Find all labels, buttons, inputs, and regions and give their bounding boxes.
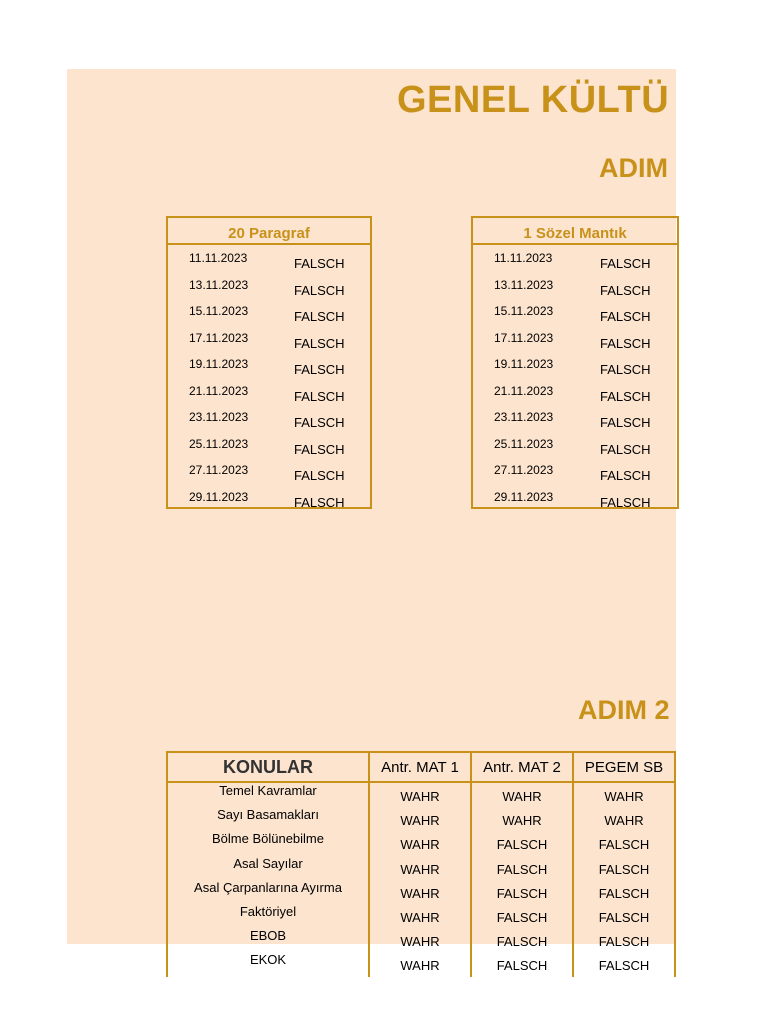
date-cell: 13.11.2023 <box>189 277 249 292</box>
value-cell: FALSCH <box>471 880 573 904</box>
list-item <box>168 404 370 431</box>
list-item <box>473 351 677 378</box>
date-cell: 17.11.2023 <box>494 330 554 345</box>
value-cell: WAHR <box>369 880 471 904</box>
list-item <box>168 351 370 378</box>
value-cell: FALSCH <box>294 415 345 430</box>
list-item <box>168 298 370 325</box>
date-cell: 29.11.2023 <box>189 489 249 504</box>
value-cell: WAHR <box>369 952 471 976</box>
list-item <box>168 245 370 272</box>
list-item <box>473 298 677 325</box>
spreadsheet-page <box>67 69 676 974</box>
list-item <box>473 378 677 405</box>
table-header-row <box>167 752 675 782</box>
value-cell: FALSCH <box>600 335 651 351</box>
value-cell: FALSCH <box>294 494 345 510</box>
list-item <box>168 457 370 484</box>
table-row <box>167 856 675 880</box>
topic-cell: EKOK <box>167 952 369 976</box>
column-header-pegem-sb: PEGEM SB <box>573 752 675 782</box>
table-row <box>167 880 675 904</box>
column-header-antr-mat-1: Antr. MAT 1 <box>369 752 471 782</box>
topic-cell: Faktöriyel <box>167 904 369 928</box>
value-cell: FALSCH <box>294 362 345 377</box>
date-cell: 15.11.2023 <box>189 304 249 318</box>
value-cell: FALSCH <box>600 309 651 324</box>
topic-cell: Asal Sayılar <box>167 856 369 880</box>
table-row <box>167 904 675 928</box>
value-cell: FALSCH <box>573 856 675 880</box>
table-row <box>167 928 675 952</box>
value-cell: FALSCH <box>471 904 573 928</box>
value-cell: FALSCH <box>294 256 345 271</box>
list-item <box>168 378 370 405</box>
value-cell: WAHR <box>369 807 471 831</box>
date-cell: 21.11.2023 <box>189 383 249 398</box>
table-row <box>167 831 675 855</box>
table-row <box>167 782 675 807</box>
topic-cell: Bölme Bölünebilme <box>167 831 369 855</box>
value-cell: FALSCH <box>600 494 651 510</box>
date-cell: 27.11.2023 <box>189 463 249 477</box>
sozel-mantik-header: 1 Sözel Mantık <box>473 218 677 245</box>
date-cell: 17.11.2023 <box>189 330 249 345</box>
value-cell: FALSCH <box>573 880 675 904</box>
date-cell: 21.11.2023 <box>494 383 554 398</box>
value-cell: FALSCH <box>294 388 345 404</box>
date-cell: 23.11.2023 <box>494 410 554 424</box>
value-cell: FALSCH <box>294 468 345 483</box>
value-cell: FALSCH <box>294 441 345 457</box>
value-cell: WAHR <box>369 782 471 807</box>
list-item <box>168 431 370 458</box>
value-cell: FALSCH <box>573 904 675 928</box>
topics-table <box>166 751 676 977</box>
topic-cell: Temel Kavramlar <box>167 782 369 807</box>
value-cell: FALSCH <box>573 831 675 855</box>
value-cell: FALSCH <box>600 388 651 404</box>
value-cell: FALSCH <box>600 468 651 483</box>
step-1-heading: ADIM <box>599 153 668 183</box>
value-cell: FALSCH <box>600 415 651 430</box>
sozel-mantik-box <box>471 216 679 509</box>
value-cell: WAHR <box>369 904 471 928</box>
table-row <box>167 807 675 831</box>
topic-cell: Sayı Basamakları <box>167 807 369 831</box>
column-header-konular: KONULAR <box>167 752 369 782</box>
list-item <box>168 272 370 299</box>
value-cell: FALSCH <box>294 282 345 298</box>
value-cell: FALSCH <box>471 928 573 952</box>
list-item <box>473 245 677 272</box>
list-item <box>473 484 677 511</box>
value-cell: FALSCH <box>471 856 573 880</box>
step-2-heading: ADIM 2 <box>578 695 670 725</box>
page-title: GENEL KÜLTÜ <box>397 79 670 121</box>
date-cell: 19.11.2023 <box>494 357 554 371</box>
date-cell: 25.11.2023 <box>189 436 249 451</box>
list-item <box>473 272 677 299</box>
value-cell: WAHR <box>369 856 471 880</box>
value-cell: WAHR <box>573 782 675 807</box>
date-cell: 19.11.2023 <box>189 357 249 371</box>
value-cell: FALSCH <box>471 952 573 976</box>
list-item <box>473 325 677 352</box>
date-cell: 23.11.2023 <box>189 410 249 424</box>
value-cell: FALSCH <box>294 335 345 351</box>
paragraf-rows <box>168 245 370 510</box>
value-cell: FALSCH <box>573 952 675 976</box>
topic-cell: EBOB <box>167 928 369 952</box>
paragraf-header: 20 Paragraf <box>168 218 370 245</box>
date-cell: 11.11.2023 <box>189 251 248 265</box>
value-cell: FALSCH <box>471 831 573 855</box>
list-item <box>473 457 677 484</box>
date-cell: 29.11.2023 <box>494 489 554 504</box>
column-header-antr-mat-2: Antr. MAT 2 <box>471 752 573 782</box>
value-cell: FALSCH <box>600 282 651 298</box>
value-cell: WAHR <box>369 831 471 855</box>
list-item <box>473 431 677 458</box>
date-cell: 15.11.2023 <box>494 304 554 318</box>
value-cell: WAHR <box>369 928 471 952</box>
value-cell: FALSCH <box>600 256 651 271</box>
date-cell: 25.11.2023 <box>494 436 554 451</box>
list-item <box>168 484 370 511</box>
date-cell: 11.11.2023 <box>494 251 553 265</box>
table-row <box>167 952 675 976</box>
value-cell: FALSCH <box>600 441 651 457</box>
topic-cell: Asal Çarpanlarına Ayırma <box>167 880 369 904</box>
list-item <box>168 325 370 352</box>
value-cell: WAHR <box>471 782 573 807</box>
list-item <box>473 404 677 431</box>
value-cell: WAHR <box>471 807 573 831</box>
date-cell: 27.11.2023 <box>494 463 554 477</box>
value-cell: FALSCH <box>294 309 345 324</box>
date-cell: 13.11.2023 <box>494 277 554 292</box>
paragraf-box <box>166 216 372 509</box>
sozel-mantik-rows <box>473 245 677 510</box>
value-cell: FALSCH <box>600 362 651 377</box>
value-cell: WAHR <box>573 807 675 831</box>
value-cell: FALSCH <box>573 928 675 952</box>
